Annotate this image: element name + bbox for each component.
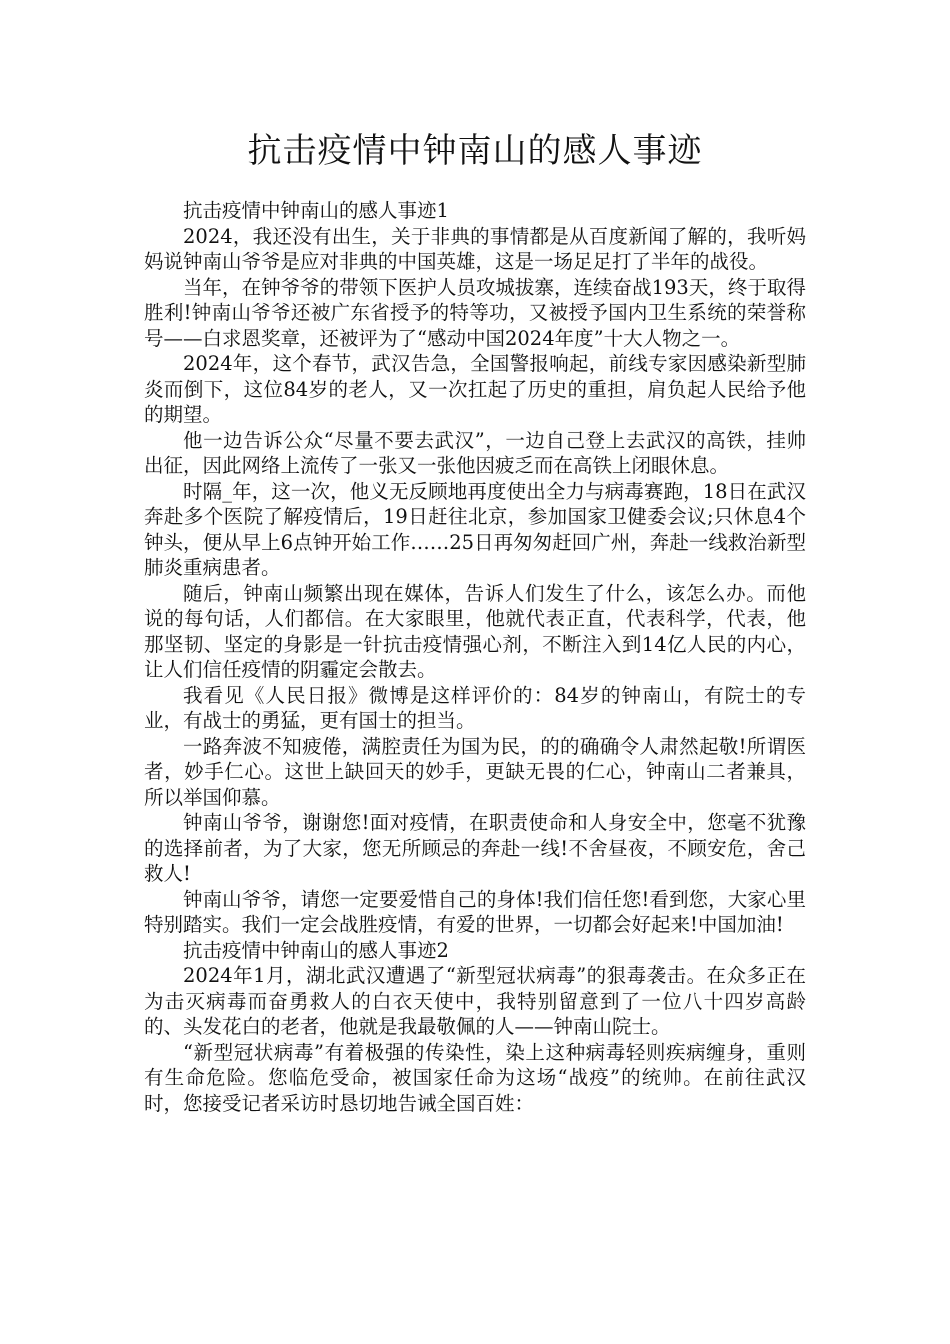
- paragraph: 2024，我还没有出生，关于非典的事情都是从百度新闻了解的，我听妈妈说钟南山爷爷是应对非典的中国英雄，这是一场足足打了半年的战役。: [144, 224, 806, 273]
- paragraph: 钟南山爷爷，请您一定要爱惜自己的身体!我们信任您!看到您，大家心里特别踏实。我们一定会战胜疫情，有爱的世界，一切都会好起来!中国加油!: [144, 887, 806, 936]
- paragraph: 他一边告诉公众“尽量不要去武汉”，一边自己登上去武汉的高铁，挂帅出征，因此网络上流传了一张又一张他因疲乏而在高铁上闭眼休息。: [144, 428, 806, 477]
- document-title: 抗击疫情中钟南山的感人事迹: [247, 131, 703, 171]
- paragraph: 一路奔波不知疲倦，满腔责任为国为民，的的确确令人肃然起敬!所谓医者，妙手仁心。这世上缺回天的妙手，更缺无畏的仁心，钟南山二者兼具，所以举国仰慕。: [144, 734, 806, 809]
- paragraph: 2024年1月，湖北武汉遭遇了“新型冠状病毒”的狠毒袭击。在众多正在为击灭病毒而奋勇救人的白衣天使中，我特别留意到了一位八十四岁高龄的、头发花白的老者，他就是我最敬佩的人——钟南山院士。: [144, 964, 806, 1038]
- document-body: [144, 198, 806, 1116]
- paragraph: 随后，钟南山频繁出现在媒体，告诉人们发生了什么，该怎么办。而他说的每句话，人们都信。在大家眼里，他就代表正直，代表科学，代表，他那坚韧、坚定的身影是一针抗击疫情强心剂，不断注入到14亿人民的内心，让人们信任疫情的阴霾定会散去。: [144, 581, 806, 681]
- paragraph: 2024年，这个春节，武汉告急，全国警报响起，前线专家因感染新型肺炎而倒下，这位84岁的老人，又一次扛起了历史的重担，肩负起人民给予他的期望。: [144, 352, 806, 426]
- section-heading-2: 抗击疫情中钟南山的感人事迹2: [183, 938, 449, 962]
- paragraph: 钟南山爷爷，谢谢您!面对疫情，在职责使命和人身安全中，您毫不犹豫的选择前者，为了大家，您无所顾忌的奔赴一线!不舍昼夜，不顾安危，舍己救人!: [144, 811, 806, 885]
- paragraph: 当年，在钟爷爷的带领下医护人员攻城拔寨，连续奋战193天，终于取得胜利!钟南山爷爷还被广东省授予的特等功，又被授予国内卫生系统的荣誉称号——白求恩奖章，还被评为了“感动中国2024年度”十大人物之一。: [144, 275, 806, 350]
- section-heading-1: 抗击疫情中钟南山的感人事迹1: [183, 199, 449, 222]
- paragraph: “新型冠状病毒”有着极强的传染性，染上这种病毒轻则疾病缠身，重则有生命危险。您临危受命，被国家任命为这场“战疫”的统帅。在前往武汉时，您接受记者采访时恳切地告诫全国百姓：: [144, 1040, 806, 1115]
- paragraph: 时隔_年，这一次，他义无反顾地再度使出全力与病毒赛跑，18日在武汉奔赴多个医院了解疫情后，19日赶往北京，参加国家卫健委会议;只休息4个钟头，便从早上6点钟开始工作……25日再匆匆赶回广州，奔赴一线救治新型肺炎重病患者。: [144, 479, 806, 579]
- paragraph: 我看见《人民日报》微博是这样评价的：84岁的钟南山，有院士的专业，有战士的勇猛，更有国士的担当。: [144, 683, 806, 732]
